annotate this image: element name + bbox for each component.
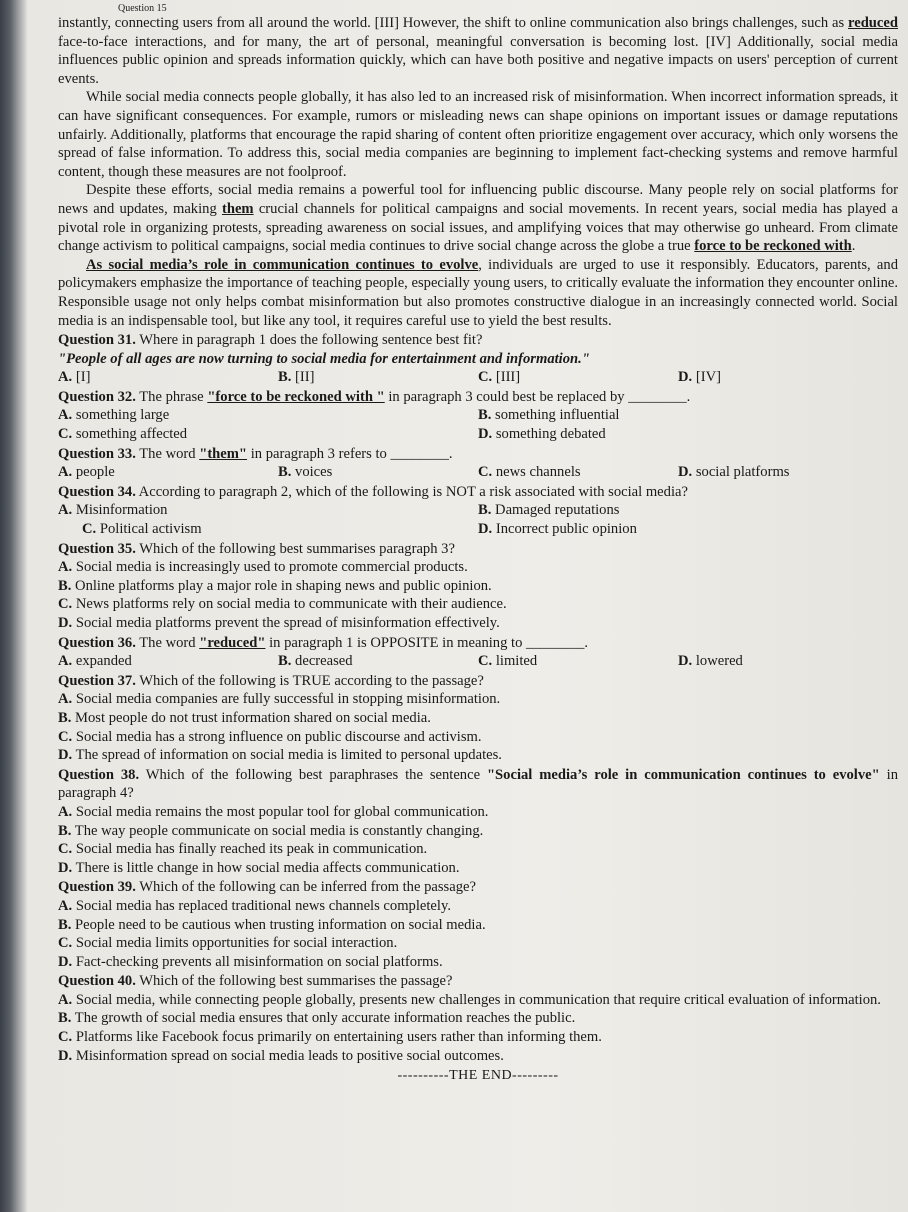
question-36: Question 36. The word "reduced" in paragraph 1 is OPPOSITE in meaning to ________. A. expanded B. decreased C. limited D. lowered: [58, 634, 898, 671]
option-a[interactable]: A. Social media companies are fully successful in stopping misinformation.: [58, 691, 501, 708]
question-phrase: "force to be reckoned with ": [207, 388, 385, 405]
option-b[interactable]: B. People need to be cautious when trusting information on social media.: [58, 916, 486, 933]
option-a[interactable]: A. Social media remains the most popular tool for global communication.: [58, 803, 489, 820]
option-a[interactable]: A. Misinformation: [58, 502, 168, 519]
question-word: "reduced": [199, 634, 266, 651]
passage-paragraph-3: [58, 181, 898, 255]
option-b[interactable]: B. The growth of social media ensures that only accurate information reaches the public.: [58, 1010, 576, 1027]
question-39: Question 39. Which of the following can be inferred from the passage? A. Social media has replaced traditional news channels completely. B. People need to be cautious when trusting information on social media. C. Social media limits opportunities for social interaction. D. Fact-checking prevents all misinformation on social platforms.: [58, 878, 898, 971]
question-number: Question 39.: [58, 879, 136, 896]
p1-text-b: face-to-face interactions, and for many, the art of personal, meaningful conversation is becoming lost. [IV] Additionally, social media influences public opinion and spreads information quickly, which can have both positive and negative impacts on users' perception of current events.: [58, 33, 898, 87]
option-d[interactable]: D. Social media platforms prevent the spread of misinformation effectively.: [58, 615, 500, 631]
question-number: Question 38.: [58, 766, 140, 783]
question-number: Question 32.: [58, 388, 136, 405]
option-d[interactable]: D. something debated: [478, 426, 606, 443]
option-c[interactable]: C. news channels: [478, 464, 581, 481]
option-d[interactable]: D. lowered: [678, 653, 743, 670]
option-c[interactable]: C. Social media has a strong influence on public discourse and activism.: [58, 728, 482, 745]
question-number: Question 34.: [58, 483, 136, 500]
question-38: Question 38. Which of the following best paraphrases the sentence "Social media’s role in communication continues to evolve" in paragraph 4? A. Social media remains the most popular tool for global communication. B. The way people communicate on social media is constantly changing. C. Social media has finally reached its peak in communication. D. There is little change in how social media affects communication.: [58, 766, 898, 876]
question-sentence: "Social media’s role in communication continues to evolve": [486, 766, 880, 783]
document-page: [58, 4, 898, 1086]
option-a[interactable]: A. expanded: [58, 653, 132, 670]
question-word: "them": [199, 445, 248, 462]
option-c[interactable]: C. [III]: [478, 369, 521, 386]
page-header: Question 15: [118, 3, 167, 14]
option-a[interactable]: A. people: [58, 464, 115, 481]
p3-force: force to be reckoned with: [694, 238, 852, 255]
p1-text-a: instantly, connecting users from all around the world. [III] However, the shift to online communication also brings challenges, such as: [58, 15, 848, 31]
option-d[interactable]: D. Misinformation spread on social media leads to positive social outcomes.: [58, 1047, 504, 1064]
option-c[interactable]: C. Platforms like Facebook focus primarily on entertaining users rather than informing them.: [58, 1029, 602, 1046]
option-b[interactable]: B. something influential: [478, 407, 620, 424]
question-33: Question 33. The word "them" in paragraph 3 refers to ________. A. people B. voices C. news channels D. social platforms: [58, 445, 898, 482]
p3-them: them: [221, 200, 254, 217]
option-a[interactable]: A. Social media is increasingly used to promote commercial products.: [58, 559, 468, 576]
passage-paragraph-1: [58, 14, 898, 88]
question-40: Question 40. Which of the following best summarises the passage? A. Social media, while connecting people globally, presents new challenges in communication that require critical evaluation of information. B. The growth of social media ensures that only accurate information reaches the public. C. Platforms like Facebook focus primarily on entertaining users rather than informing them. D. Misinformation spread on social media leads to positive social outcomes.: [58, 972, 898, 1065]
option-b[interactable]: B. Online platforms play a major role in shaping news and public opinion.: [58, 577, 492, 594]
question-35: Question 35. Which of the following best summarises paragraph 3? A. Social media is increasingly used to promote commercial products. B. Online platforms play a major role in shaping news and public opinion. C. News platforms rely on social media to communicate with their audience. D. Social media platforms prevent the spread of misinformation effectively.: [58, 540, 898, 633]
passage-paragraph-4: [58, 256, 898, 330]
option-d[interactable]: D. There is little change in how social media affects communication.: [58, 859, 460, 876]
question-number: Question 40.: [58, 973, 136, 990]
p3-text-c: .: [851, 238, 856, 255]
option-b[interactable]: B. Damaged reputations: [478, 502, 620, 519]
option-d[interactable]: D. [IV]: [678, 369, 721, 386]
question-37: Question 37. Which of the following is TRUE according to the passage? A. Social media companies are fully successful in stopping misinformation. B. Most people do not trust information shared on social media. C. Social media has a strong influence on public discourse and activism. D. The spread of information on social media is limited to personal updates.: [58, 672, 898, 765]
passage-paragraph-2: While social media connects people globally, it has also led to an increased risk of misinformation. When incorrect information spreads, it can have significant consequences. For example, rumors or misleading news can shape opinions on important issues or damage reputations unfairly. Additionally, platforms that encourage the rapid sharing of content often prioritize engagement over accuracy, which only worsens the spread of false information. To address this, social media companies are beginning to implement fact-checking systems and remove harmful content, though these measures are not foolproof.: [58, 89, 898, 180]
question-number: Question 31.: [58, 332, 136, 349]
question-32: Question 32. The phrase "force to be reckoned with " in paragraph 3 could best be replaced by ________. A. something large B. something influential C. something affected D. something debated: [58, 388, 898, 444]
option-a[interactable]: A. [I]: [58, 369, 91, 386]
question-number: Question 37.: [58, 672, 136, 689]
p4-lead: As social media’s role in communication continues to evolve: [86, 256, 479, 273]
question-number: Question 36.: [58, 634, 136, 651]
question-34: Question 34. According to paragraph 2, which of the following is NOT a risk associated with social media? A. Misinformation B. Damaged reputations C. Political activism D. Incorrect public opinion: [58, 483, 898, 539]
option-b[interactable]: B. voices: [278, 464, 333, 481]
the-end-footer: ----------THE END---------: [397, 1068, 559, 1084]
option-d[interactable]: D. Fact-checking prevents all misinformation on social platforms.: [58, 953, 443, 970]
option-d[interactable]: D. Incorrect public opinion: [478, 521, 637, 538]
option-d[interactable]: D. social platforms: [678, 464, 790, 481]
option-a[interactable]: A. Social media has replaced traditional news channels completely.: [58, 897, 451, 914]
question-31: [58, 331, 898, 387]
option-b[interactable]: B. decreased: [278, 653, 353, 670]
option-b[interactable]: B. [II]: [278, 369, 315, 386]
option-a[interactable]: A. something large: [58, 407, 170, 424]
option-c[interactable]: C. Social media has finally reached its peak in communication.: [58, 841, 428, 858]
option-b[interactable]: B. Most people do not trust information shared on social media.: [58, 709, 431, 726]
option-c[interactable]: C. limited: [478, 653, 538, 670]
option-c[interactable]: C. News platforms rely on social media to communicate with their audience.: [58, 596, 507, 613]
question-number: Question 33.: [58, 445, 136, 462]
p1-reduced: reduced: [848, 15, 898, 31]
option-d[interactable]: D. The spread of information on social media is limited to personal updates.: [58, 747, 502, 764]
option-c[interactable]: C. Social media limits opportunities for social interaction.: [58, 935, 398, 952]
question-number: Question 35.: [58, 540, 136, 557]
option-a[interactable]: A. Social media, while connecting people globally, presents new challenges in communication that require critical evaluation of information.: [58, 991, 881, 1008]
p3-text-a: Despite these efforts, social media remains a powerful tool for influencing public discourse. Many people rely on social platforms for news and updates, making: [58, 182, 898, 217]
question-stem: Where in paragraph 1 does the following sentence best fit?: [135, 332, 483, 349]
p4-text-b: , individuals are urged to use it responsibly. Educators, parents, and policymakers emphasize the importance of teaching people, especially young users, to critically evaluate the information they encounter online. Responsible usage not only helps combat misinformation but also promotes constructive dialogue in an increasingly connected world. Social media is an indispensable tool, but like any tool, it requires careful use to yield the best results.: [58, 256, 898, 329]
option-c[interactable]: C. something affected: [58, 426, 188, 443]
option-b[interactable]: B. The way people communicate on social media is constantly changing.: [58, 822, 484, 839]
p3-text-b: crucial channels for political campaigns and social movements. In recent years, social media has played a pivotal role in organizing protests, spreading awareness on social issues, and amplifying voices that may otherwise go unheard. From climate change activism to political campaigns, social media continues to drive social change across the globe a true: [58, 200, 898, 255]
option-c[interactable]: C. Political activism: [82, 521, 202, 538]
question-quote: "People of all ages are now turning to social media for entertainment and information.": [58, 350, 590, 367]
